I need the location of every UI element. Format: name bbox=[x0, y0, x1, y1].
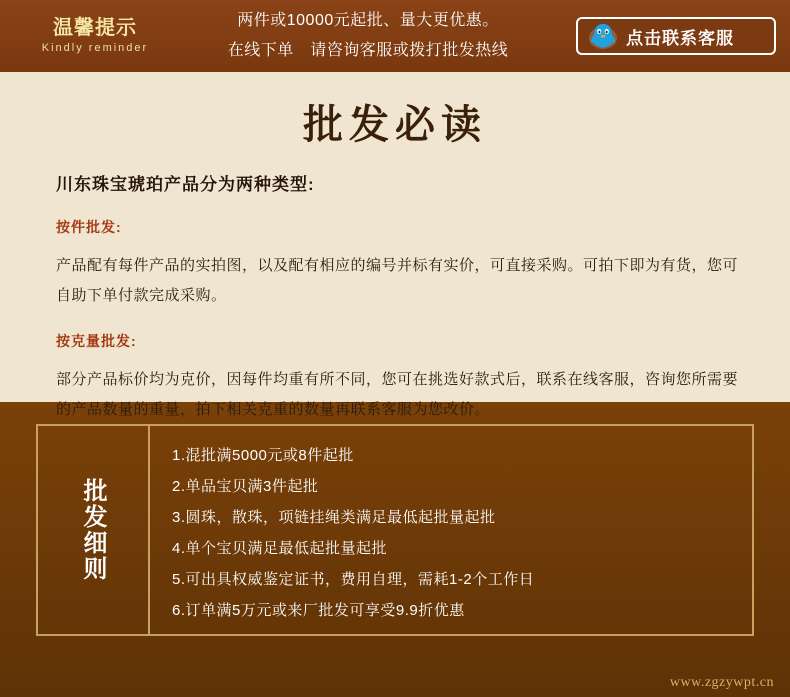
rules-list bbox=[150, 426, 752, 634]
rules-label bbox=[38, 426, 150, 634]
contact-service-label: 点击联系客服 bbox=[626, 28, 734, 48]
section-heading: 川东珠宝琥珀产品分为两种类型: bbox=[56, 175, 315, 194]
list-item: 1.混批满5000元或8件起批 bbox=[172, 447, 354, 464]
sub-heading-by-piece: 按件批发: bbox=[56, 219, 122, 235]
kindly-reminder-cn: 温馨提示 bbox=[53, 17, 137, 39]
list-item: 6.订单满5万元或来厂批发可享受9.9折优惠 bbox=[172, 602, 465, 619]
banner-line-2: 在线下单 请咨询客服或拨打批发热线 bbox=[227, 42, 509, 59]
qq-penguin-icon bbox=[586, 21, 620, 51]
list-item: 2.单品宝贝满3件起批 bbox=[172, 478, 319, 495]
page-title: 批发必读 bbox=[303, 100, 487, 148]
rules-box bbox=[36, 424, 754, 636]
site-watermark: www.zgzywpt.cn bbox=[669, 675, 774, 690]
sub-heading-by-gram: 按克量批发: bbox=[56, 333, 137, 349]
kindly-reminder-block bbox=[14, 16, 170, 56]
content-area bbox=[0, 170, 790, 418]
top-banner bbox=[0, 0, 790, 72]
rules-list-ol bbox=[172, 440, 752, 626]
list-item: 4.单个宝贝满足最低起批量起批 bbox=[172, 540, 388, 557]
banner-text-block bbox=[170, 6, 576, 66]
paragraph-by-piece: 产品配有每件产品的实拍图，以及配有相应的编号并标有实价，可直接采购。可拍下即为有货，您可自助下单付款完成采购。 bbox=[56, 257, 739, 304]
banner-line-1: 两件或10000元起批、量大更优惠。 bbox=[237, 12, 499, 29]
list-item: 5.可出具权威鉴定证书，费用自理，需耗1-2个工作日 bbox=[172, 571, 535, 588]
rules-label-text: 批发细则 bbox=[79, 478, 108, 582]
paragraph-by-gram: 部分产品标价均为克价，因每件均重有所不同，您可在挑选好款式后，联系在线客服，咨询您所需要的产品数量的重量，拍下相关克重的数量再联系客服为您改价。 bbox=[56, 371, 739, 418]
rules-area bbox=[0, 402, 790, 697]
list-item: 3.圆珠，散珠，项链挂绳类满足最低起批量起批 bbox=[172, 509, 496, 526]
title-area bbox=[0, 72, 790, 170]
contact-service-button[interactable] bbox=[576, 17, 776, 55]
kindly-reminder-en: Kindly reminder bbox=[41, 42, 149, 54]
